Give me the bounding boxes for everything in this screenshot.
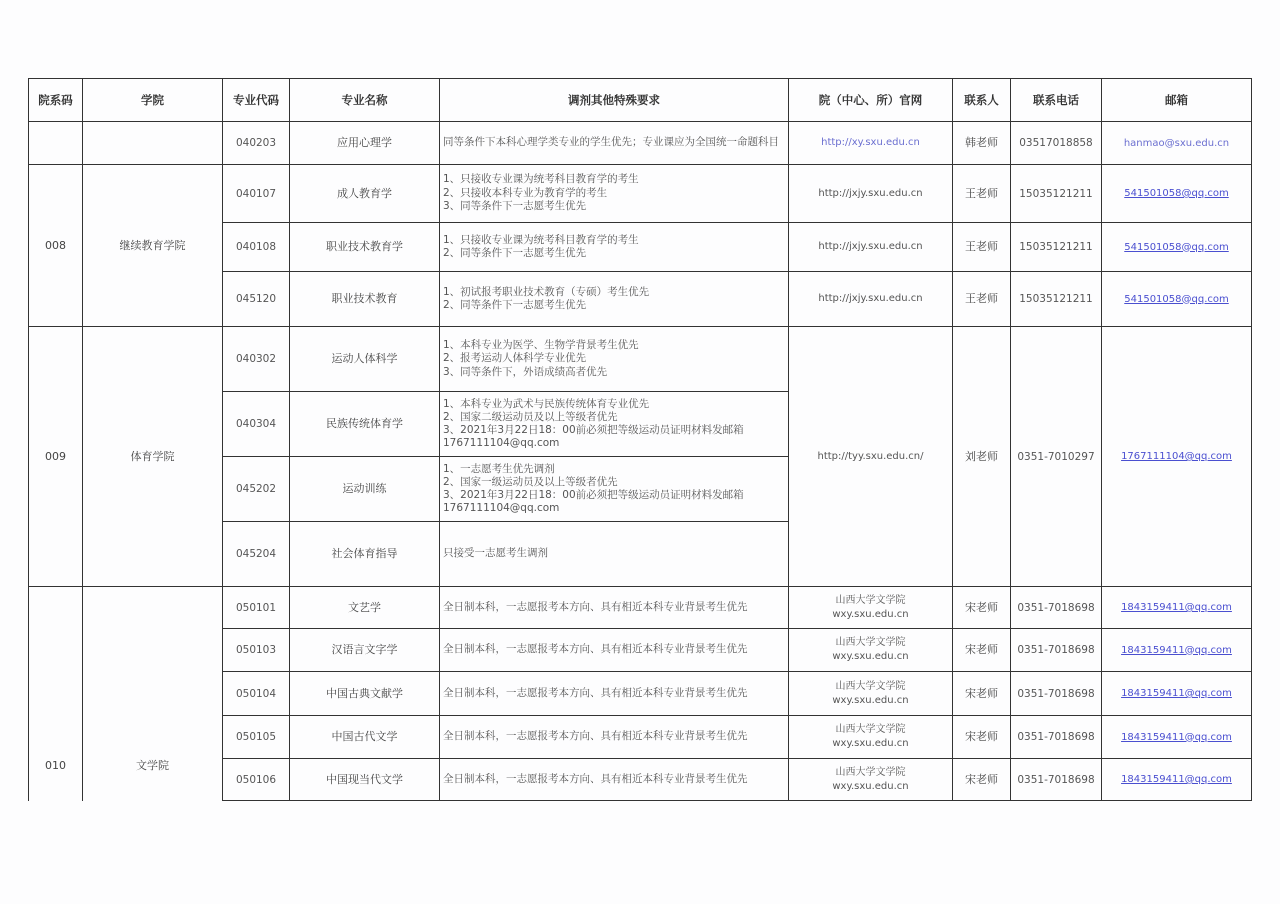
email-link[interactable]: 541501058@qq.com [1124,293,1229,305]
email-link[interactable]: 1843159411@qq.com [1121,774,1232,785]
major-name-cell: 职业技术教育 [290,272,440,327]
email-link[interactable]: 1843159411@qq.com [1121,602,1232,613]
requirements-cell: 1、只接收专业课为统考科目教育学的考生 2、只接收本科专业为教育学的考生 3、同等条件下一志愿考生优先 [440,165,789,223]
header-contact: 联系人 [953,79,1011,122]
email-cell [1102,272,1252,327]
phone-cell: 03517018858 [1011,122,1102,165]
requirements-cell: 同等条件下本科心理学类专业的学生优先；专业课应为全国统一命题科目 [440,122,789,165]
requirements-cell: 全日制本科，一志愿报考本方向、具有相近本科专业背景考生优先 [440,716,789,759]
website-link[interactable]: wxy.sxu.edu.cn [832,780,909,792]
header-dept-code: 院系码 [29,79,83,122]
phone-cell: 0351-7018698 [1011,587,1102,629]
email-cell [1102,759,1252,801]
header-major-name: 专业名称 [290,79,440,122]
email-cell [1102,629,1252,672]
header-email: 邮箱 [1102,79,1252,122]
major-code-cell: 040107 [223,165,290,223]
phone-cell: 0351-7018698 [1011,672,1102,716]
major-code-cell: 040203 [223,122,290,165]
major-name-cell: 运动训练 [290,457,440,522]
major-name-cell: 民族传统体育学 [290,392,440,457]
website-link[interactable]: wxy.sxu.edu.cn [832,651,909,662]
email-link[interactable]: 541501058@qq.com [1124,188,1229,199]
website-college-name: 山西大学文学院 [835,724,906,735]
email-link[interactable]: 1843159411@qq.com [1121,688,1232,699]
phone-cell: 15035121211 [1011,165,1102,223]
contact-cell: 宋老师 [953,716,1011,759]
requirements-cell: 1、只接收专业课为统考科目教育学的考生 2、同等条件下一志愿考生优先 [440,223,789,272]
contact-cell: 宋老师 [953,759,1011,801]
requirements-cell: 1、本科专业为武术与民族传统体育专业优先 2、国家二级运动员及以上等级者优先 3、2021年3月22日18：00前必须把等级运动员证明材料发邮箱1767111104@qq.com [440,392,789,457]
website-link[interactable]: wxy.sxu.edu.cn [832,694,909,706]
major-name-cell: 中国现当代文学 [290,759,440,801]
major-name-cell: 运动人体科学 [290,327,440,392]
email-cell [1102,223,1252,272]
website-cell [789,672,953,716]
header-row [29,79,1252,122]
major-name-cell: 文艺学 [290,587,440,629]
dept-code-cell: 010 [29,587,83,801]
email-link[interactable]: hanmao@sxu.edu.cn [1123,137,1230,149]
table-row [29,587,1252,629]
website-cell [789,629,953,672]
major-code-cell: 045204 [223,522,290,587]
phone-cell: 0351-7018698 [1011,716,1102,759]
requirements-cell: 全日制本科，一志愿报考本方向、具有相近本科专业背景考生优先 [440,672,789,716]
major-name-cell: 中国古代文学 [290,716,440,759]
dept-code-cell [29,122,83,165]
major-code-cell: 045120 [223,272,290,327]
email-cell [1102,587,1252,629]
table-row [29,165,1252,223]
major-code-cell: 050101 [223,587,290,629]
major-name-cell: 职业技术教育学 [290,223,440,272]
contact-cell: 宋老师 [953,587,1011,629]
email-cell [1102,716,1252,759]
website-link[interactable]: http://tyy.sxu.edu.cn/ [789,327,953,587]
website-college-name: 山西大学文学院 [835,766,906,778]
phone-cell: 15035121211 [1011,223,1102,272]
contact-cell: 王老师 [953,165,1011,223]
header-phone: 联系电话 [1011,79,1102,122]
contact-cell: 王老师 [953,223,1011,272]
major-name-cell: 汉语言文字学 [290,629,440,672]
website-college-name: 山西大学文学院 [835,680,906,692]
major-code-cell: 050105 [223,716,290,759]
requirements-cell: 1、初试报考职业技术教育（专硕）考生优先 2、同等条件下一志愿考生优先 [440,272,789,327]
requirements-cell: 全日制本科，一志愿报考本方向、具有相近本科专业背景考生优先 [440,587,789,629]
major-code-cell: 045202 [223,457,290,522]
header-requirements: 调剂其他特殊要求 [440,79,789,122]
major-code-cell: 040108 [223,223,290,272]
table-row [29,122,1252,165]
email-cell [1102,122,1252,165]
major-name-cell: 成人教育学 [290,165,440,223]
requirements-cell: 全日制本科，一志愿报考本方向、具有相近本科专业背景考生优先 [440,629,789,672]
email-link[interactable]: 1767111104@qq.com [1121,451,1232,462]
major-name-cell: 应用心理学 [290,122,440,165]
website-cell [789,587,953,629]
admissions-table-sheet [28,78,1252,801]
major-code-cell: 040304 [223,392,290,457]
website-link[interactable]: http://jxjy.sxu.edu.cn [789,223,953,272]
requirements-cell: 全日制本科，一志愿报考本方向、具有相近本科专业背景考生优先 [440,759,789,801]
website-college-name: 山西大学文学院 [835,637,906,648]
requirements-cell: 1、一志愿考生优先调剂 2、国家一级运动员及以上等级者优先 3、2021年3月22日18：00前必须把等级运动员证明材料发邮箱1767111104@qq.com [440,457,789,522]
email-link[interactable]: 1843159411@qq.com [1121,731,1232,743]
major-code-cell: 050104 [223,672,290,716]
requirements-cell: 1、本科专业为医学、生物学背景考生优先 2、报考运动人体科学专业优先 3、同等条件下，外语成绩高者优先 [440,327,789,392]
website-link[interactable]: http://jxjy.sxu.edu.cn [789,272,953,327]
page-bottom-margin [0,801,1280,904]
website-cell [789,716,953,759]
adjustment-table [28,78,1252,801]
major-code-cell: 050103 [223,629,290,672]
email-link[interactable]: 541501058@qq.com [1124,241,1229,253]
website-link[interactable]: http://xy.sxu.edu.cn [789,122,953,165]
major-code-cell: 040302 [223,327,290,392]
phone-cell: 0351-7018698 [1011,759,1102,801]
website-college-name: 山西大学文学院 [835,594,906,606]
college-cell [83,122,223,165]
college-cell: 文学院 [83,587,223,801]
college-cell: 体育学院 [83,327,223,587]
website-link[interactable]: wxy.sxu.edu.cn [832,608,909,620]
email-cell [1102,327,1252,587]
phone-cell: 0351-7010297 [1011,327,1102,587]
major-name-cell: 社会体育指导 [290,522,440,587]
contact-cell: 韩老师 [953,122,1011,165]
dept-code-cell: 008 [29,165,83,327]
table-row [29,327,1252,392]
dept-code-cell: 009 [29,327,83,587]
contact-cell: 宋老师 [953,672,1011,716]
email-cell [1102,165,1252,223]
website-cell [789,759,953,801]
contact-cell: 刘老师 [953,327,1011,587]
email-link[interactable]: 1843159411@qq.com [1121,644,1232,656]
contact-cell: 宋老师 [953,629,1011,672]
college-cell: 继续教育学院 [83,165,223,327]
header-college: 学院 [83,79,223,122]
major-code-cell: 050106 [223,759,290,801]
major-name-cell: 中国古典文献学 [290,672,440,716]
phone-cell: 0351-7018698 [1011,629,1102,672]
requirements-cell: 只接受一志愿考生调剂 [440,522,789,587]
website-link[interactable]: http://jxjy.sxu.edu.cn [789,165,953,223]
email-cell [1102,672,1252,716]
phone-cell: 15035121211 [1011,272,1102,327]
header-website: 院（中心、所）官网 [789,79,953,122]
website-link[interactable]: wxy.sxu.edu.cn [832,738,909,749]
header-major-code: 专业代码 [223,79,290,122]
contact-cell: 王老师 [953,272,1011,327]
